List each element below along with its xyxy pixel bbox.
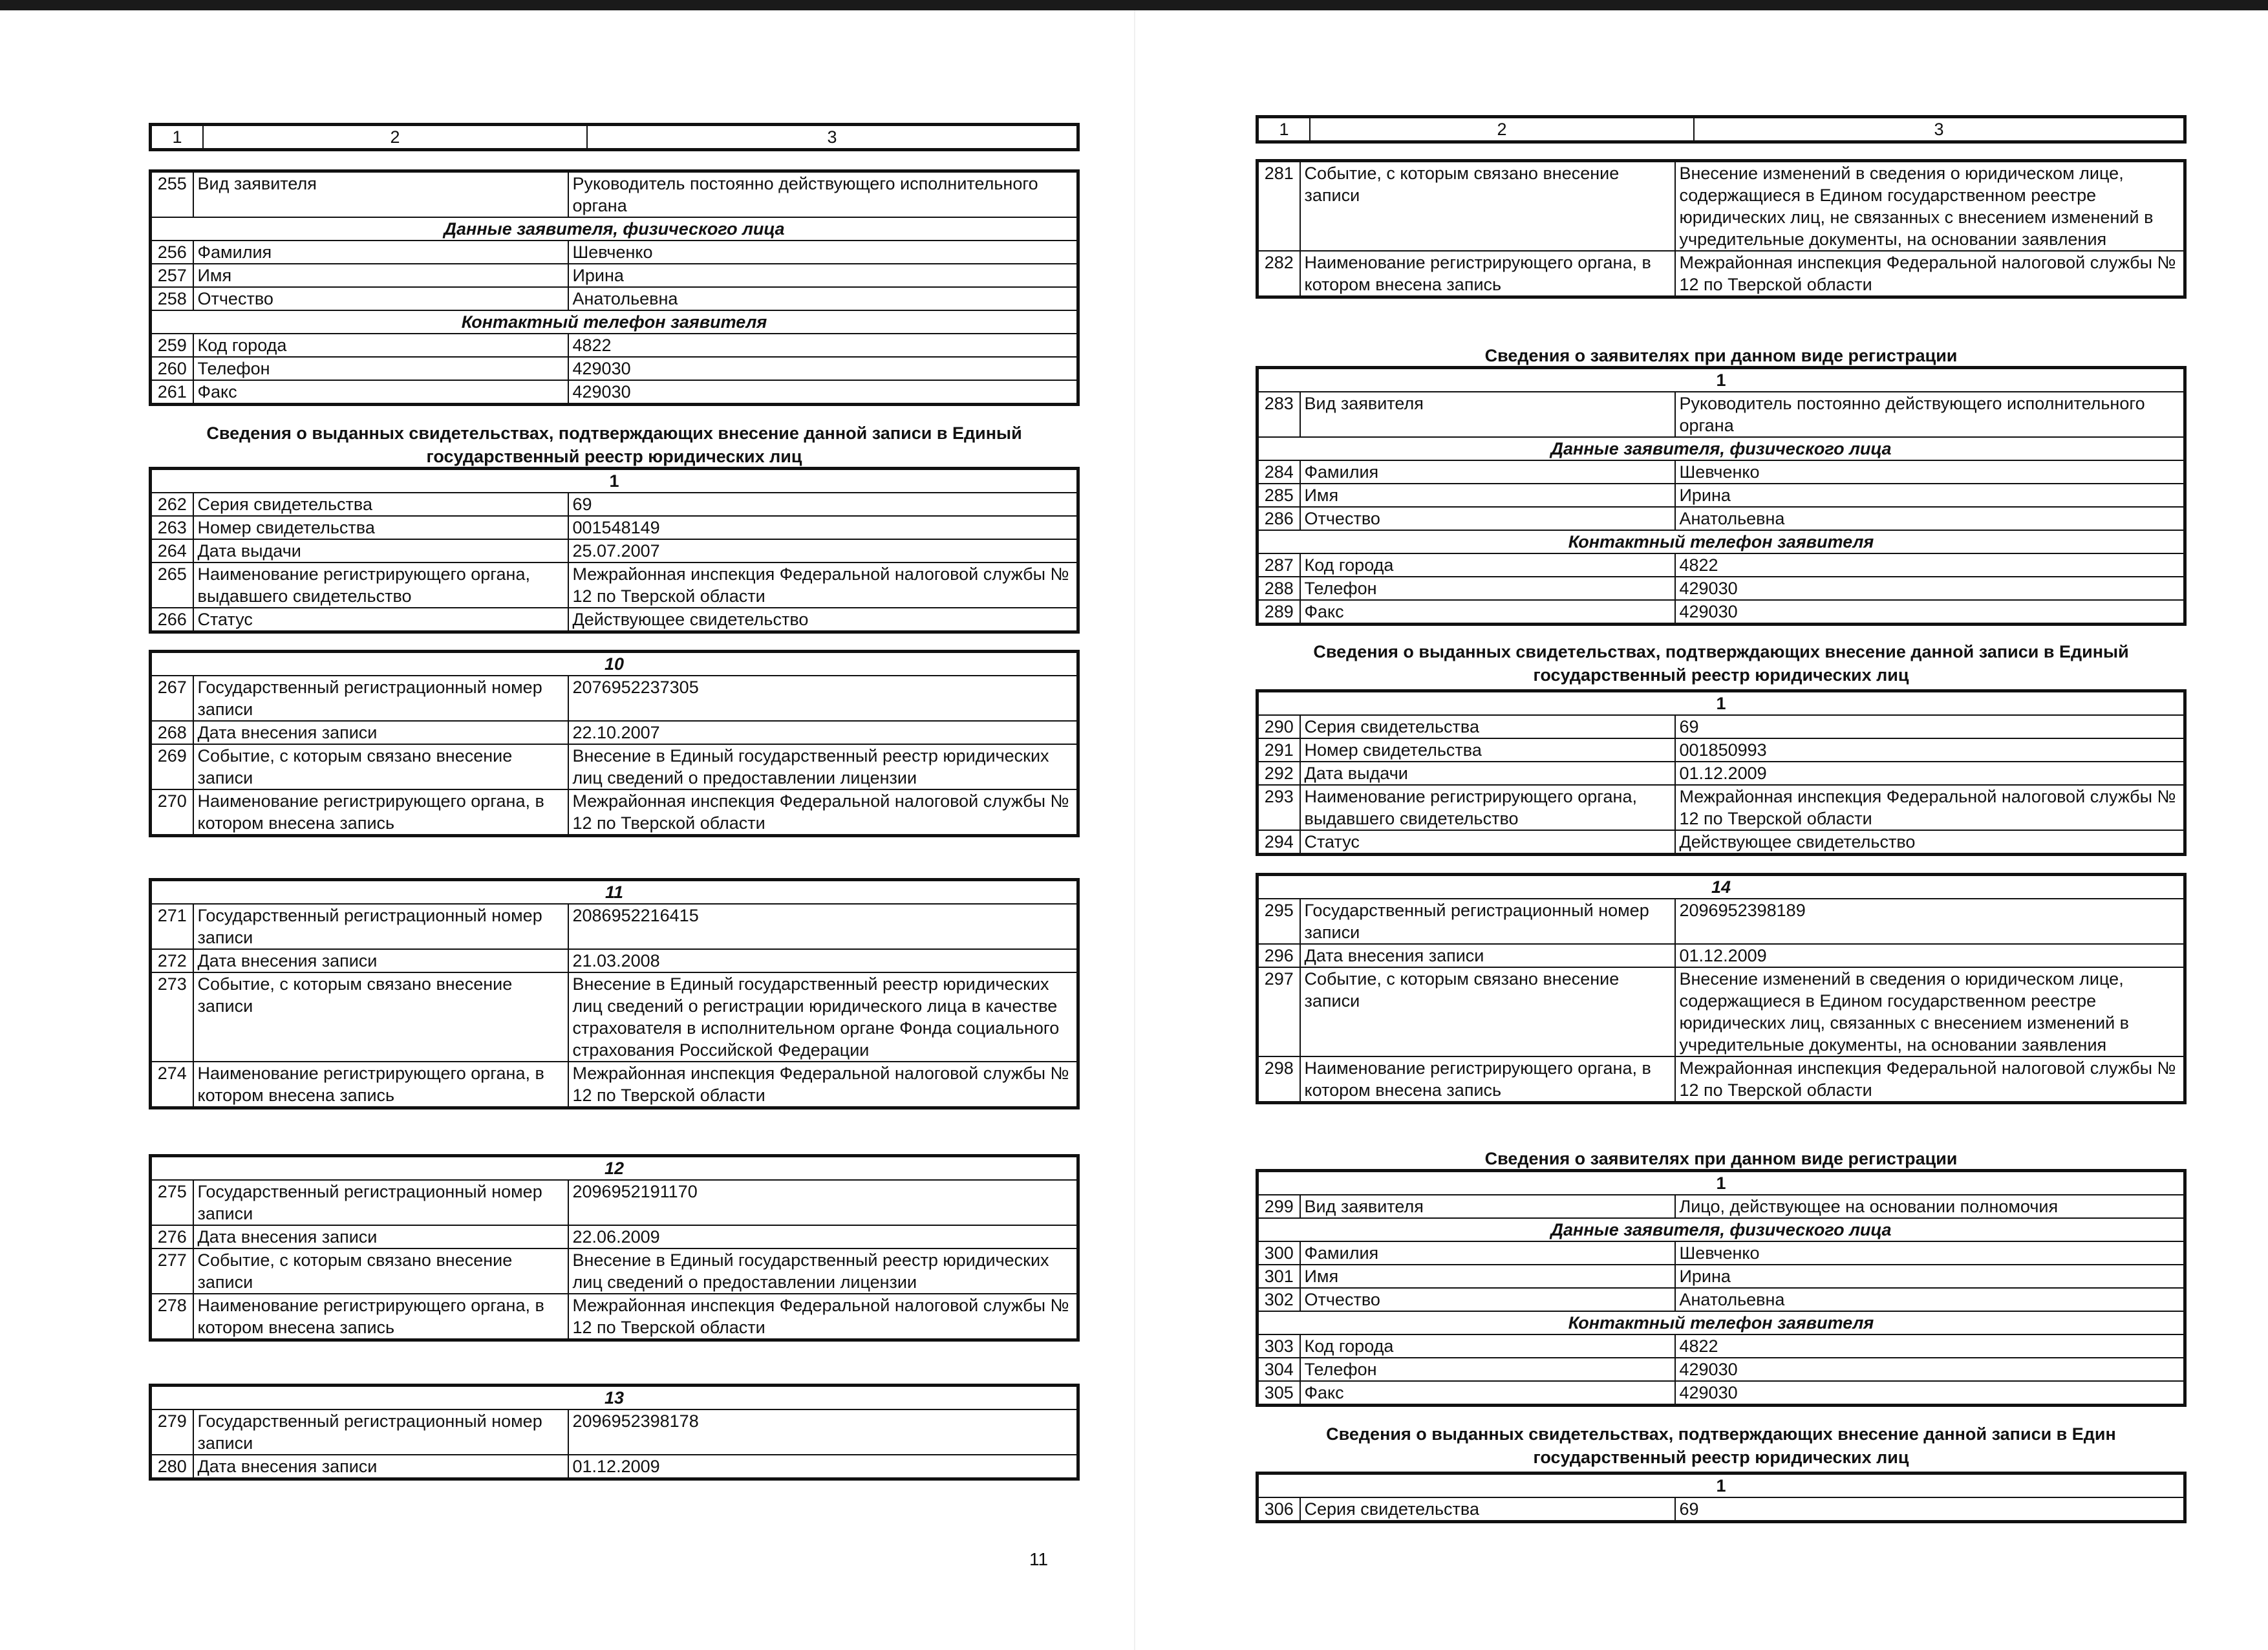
field-name: Фамилия [193,241,568,264]
row-number: 274 [151,1062,193,1108]
row-number: 288 [1257,577,1300,600]
field-name: Код города [1300,553,1675,577]
table-caption: 14 [1257,875,2185,899]
field-value: 429030 [1675,600,2185,625]
row-number: 302 [1257,1288,1300,1311]
row-number: 279 [151,1409,193,1455]
row-number: 257 [151,264,193,287]
table-caption: 1 [1257,368,2185,392]
row-number: 300 [1257,1241,1300,1265]
field-value: Межрайонная инспекция Федеральной налоговой службы № 12 по Тверской области [1675,785,2185,830]
field-value: Межрайонная инспекция Федеральной налоговой службы № 12 по Тверской области [1675,251,2185,297]
table-row [1257,392,2185,437]
row-number: 271 [151,904,193,949]
row-number: 280 [151,1455,193,1479]
col-header: 1 [151,125,204,150]
field-value: Внесение в Единый государственный реестр юридических лиц сведений о регистрации юридического лица в качестве страхователя в исполнительном органе Фонда социального страхования Российской Федерации [568,972,1078,1062]
field-name: Наименование регистрирующего органа, в котором внесена запись [193,1062,568,1108]
table-caption: 13 [151,1386,1078,1410]
record-table [1256,873,2187,1104]
table-row [151,217,1078,241]
table-row [1257,967,2185,1056]
table-row [1257,1288,2185,1311]
row-number: 297 [1257,967,1300,1056]
table-row [151,789,1078,836]
field-value: 22.10.2007 [568,721,1078,744]
row-number: 293 [1257,785,1300,830]
certificate-table [1256,1472,2187,1523]
book-spine [1134,10,1135,1650]
field-value: Анатольевна [1675,507,2185,530]
field-name: Государственный регистрационный номер записи [193,1180,568,1225]
table-row [151,1225,1078,1248]
field-value: 69 [1675,1497,2185,1522]
table-row [1257,600,2185,625]
row-number: 265 [151,562,193,608]
field-name: Отчество [193,287,568,310]
field-value: 429030 [1675,577,2185,600]
col-header: 3 [1694,117,2185,142]
field-name: Дата выдачи [193,539,568,562]
field-name: Вид заявителя [1300,1195,1675,1218]
field-value: Шевченко [1675,1241,2185,1265]
row-number: 261 [151,380,193,405]
table-row [1257,1056,2185,1103]
row-number: 259 [151,334,193,357]
row-number: 292 [1257,762,1300,785]
field-value: 001548149 [568,516,1078,539]
field-value: 21.03.2008 [568,949,1078,972]
column-header-table [149,123,1080,151]
field-value: Руководитель постоянно действующего исполнительного органа [568,171,1078,218]
field-value: Лицо, действующее на основании полномочия [1675,1195,2185,1218]
table-row [151,1062,1078,1108]
table-row [1257,830,2185,855]
row-number: 263 [151,516,193,539]
table-caption: 1 [151,469,1078,493]
row-number: 304 [1257,1358,1300,1381]
table-row [1257,944,2185,967]
row-number: 275 [151,1180,193,1225]
table-caption: 10 [151,652,1078,676]
row-number: 303 [1257,1334,1300,1358]
field-name: Наименование регистрирующего органа, выдавшего свидетельство [1300,785,1675,830]
table-row [151,676,1078,721]
row-number: 281 [1257,161,1300,252]
table-row [1257,553,2185,577]
field-value: 2096952191170 [568,1180,1078,1225]
field-value: 4822 [568,334,1078,357]
table-row [151,562,1078,608]
table-row [151,608,1078,632]
field-name: Номер свидетельства [1300,738,1675,762]
subsection-title: Данные заявителя, физического лица [1257,1218,2185,1241]
table-row [1257,251,2185,297]
field-value: Ирина [568,264,1078,287]
field-value: 01.12.2009 [1675,944,2185,967]
field-name: Отчество [1300,1288,1675,1311]
record-table [149,1154,1080,1342]
applicant-table [149,169,1080,406]
field-value: Межрайонная инспекция Федеральной налоговой службы № 12 по Тверской области [568,1062,1078,1108]
field-value: Межрайонная инспекция Федеральной налоговой службы № 12 по Тверской области [1675,1056,2185,1103]
field-name: Телефон [193,357,568,380]
table-row [151,539,1078,562]
table-caption: 1 [1257,1171,2185,1195]
table-row [151,516,1078,539]
table-row [1257,530,2185,553]
field-name: Наименование регистрирующего органа, в котором внесена запись [193,789,568,836]
record-table [1256,159,2187,299]
field-name: Государственный регистрационный номер записи [193,1409,568,1455]
field-value: 4822 [1675,1334,2185,1358]
field-name: Телефон [1300,1358,1675,1381]
field-name: Государственный регистрационный номер записи [193,676,568,721]
row-number: 284 [1257,460,1300,484]
page-number: 11 [1029,1549,1049,1569]
field-name: Отчество [1300,507,1675,530]
table-row [1257,437,2185,460]
field-value: Межрайонная инспекция Федеральной налоговой службы № 12 по Тверской области [568,789,1078,836]
table-row [1257,1334,2185,1358]
row-number: 295 [1257,899,1300,944]
field-name: Событие, с которым связано внесение записи [193,972,568,1062]
field-value: 22.06.2009 [568,1225,1078,1248]
column-header-table [1256,115,2187,144]
field-name: Наименование регистрирующего органа, в котором внесена запись [1300,1056,1675,1103]
row-number: 289 [1257,600,1300,625]
row-number: 277 [151,1248,193,1294]
table-row [151,904,1078,949]
field-value: 001850993 [1675,738,2185,762]
subsection-title: Данные заявителя, физического лица [1257,437,2185,460]
row-number: 298 [1257,1056,1300,1103]
field-name: Имя [1300,484,1675,507]
field-name: Статус [193,608,568,632]
field-name: Фамилия [1300,1241,1675,1265]
field-value: Межрайонная инспекция Федеральной налоговой службы № 12 по Тверской области [568,562,1078,608]
row-number: 268 [151,721,193,744]
field-name: Имя [1300,1265,1675,1288]
field-value: Действующее свидетельство [568,608,1078,632]
table-row [151,1248,1078,1294]
table-row [1257,785,2185,830]
row-number: 296 [1257,944,1300,967]
table-row [151,264,1078,287]
field-value: 429030 [1675,1381,2185,1406]
table-row [151,334,1078,357]
field-value: 429030 [568,357,1078,380]
field-value: Внесение изменений в сведения о юридическом лице, содержащиеся в Едином государственном реестре юридических лиц, связанных с внесением изменений в учредительные документы, на основании заявления [1675,967,2185,1056]
field-value: 2086952216415 [568,904,1078,949]
field-name: Дата выдачи [1300,762,1675,785]
section-heading: Сведения о выданных свидетельствах, подтверждающих внесение данной записи в Един государственный реестр юридических лиц [1326,1424,2116,1467]
field-name: Дата внесения записи [193,1225,568,1248]
field-name: Номер свидетельства [193,516,568,539]
col-header: 2 [203,125,587,150]
field-name: Событие, с которым связано внесение записи [193,744,568,789]
field-name: Код города [1300,1334,1675,1358]
subsection-title: Контактный телефон заявителя [1257,530,2185,553]
row-number: 294 [1257,830,1300,855]
row-number: 266 [151,608,193,632]
row-number: 301 [1257,1265,1300,1288]
field-name: Фамилия [1300,460,1675,484]
table-row [151,493,1078,516]
row-number: 255 [151,171,193,218]
row-number: 262 [151,493,193,516]
field-value: 01.12.2009 [1675,762,2185,785]
table-row [1257,1358,2185,1381]
table-row [151,949,1078,972]
field-value: Руководитель постоянно действующего исполнительного органа [1675,392,2185,437]
table-caption: 11 [151,880,1078,905]
field-value: Шевченко [568,241,1078,264]
field-value: Анатольевна [568,287,1078,310]
row-number: 283 [1257,392,1300,437]
table-row [1257,161,2185,252]
table-row [151,171,1078,218]
field-name: Государственный регистрационный номер записи [193,904,568,949]
record-table [149,878,1080,1109]
row-number: 270 [151,789,193,836]
field-value: 4822 [1675,553,2185,577]
row-number: 272 [151,949,193,972]
table-row [151,744,1078,789]
row-number: 278 [151,1294,193,1340]
subsection-title: Контактный телефон заявителя [1257,1311,2185,1334]
field-name: Событие, с которым связано внесение записи [1300,161,1675,252]
certificate-table [1256,689,2187,856]
applicant-table [1256,1169,2187,1407]
field-value: Анатольевна [1675,1288,2185,1311]
col-header: 1 [1257,117,1311,142]
field-value: 25.07.2007 [568,539,1078,562]
field-name: Событие, с которым связано внесение записи [1300,967,1675,1056]
table-row [151,287,1078,310]
table-row [1257,762,2185,785]
table-row [1257,1218,2185,1241]
row-number: 286 [1257,507,1300,530]
table-row [151,1455,1078,1479]
table-caption: 12 [151,1156,1078,1181]
field-value: Шевченко [1675,460,2185,484]
record-table [149,650,1080,837]
field-name: Серия свидетельства [1300,1497,1675,1522]
row-number: 260 [151,357,193,380]
field-name: Серия свидетельства [193,493,568,516]
row-number: 285 [1257,484,1300,507]
field-name: Факс [193,380,568,405]
section-heading: Сведения о выданных свидетельствах, подтверждающих внесение данной записи в Единый государственный реестр юридических лиц [1313,642,2129,685]
table-row [1257,1265,2185,1288]
row-number: 306 [1257,1497,1300,1522]
field-name: Наименование регистрирующего органа, в котором внесена запись [1300,251,1675,297]
table-row [1257,1195,2185,1218]
row-number: 258 [151,287,193,310]
table-row [1257,507,2185,530]
field-name: Серия свидетельства [1300,715,1675,738]
table-row [151,1180,1078,1225]
field-name: Телефон [1300,577,1675,600]
col-header: 3 [587,125,1078,150]
section-heading: Сведения о выданных свидетельствах, подтверждающих внесение данной записи в Единый государственный реестр юридических лиц [206,423,1022,466]
table-row [1257,1311,2185,1334]
subsection-title: Контактный телефон заявителя [151,310,1078,334]
field-name: Дата внесения записи [193,1455,568,1479]
row-number: 305 [1257,1381,1300,1406]
field-name: Факс [1300,600,1675,625]
subsection-title: Данные заявителя, физического лица [151,217,1078,241]
table-row [151,1294,1078,1340]
field-value: 2076952237305 [568,676,1078,721]
field-value: 429030 [568,380,1078,405]
field-value: Ирина [1675,484,2185,507]
row-number: 256 [151,241,193,264]
table-caption: 1 [1257,691,2185,716]
field-value: 01.12.2009 [568,1455,1078,1479]
table-row [151,380,1078,405]
field-name: Факс [1300,1381,1675,1406]
field-name: Статус [1300,830,1675,855]
field-value: 69 [1675,715,2185,738]
table-row [1257,1381,2185,1406]
field-value: 2096952398178 [568,1409,1078,1455]
table-row [1257,1241,2185,1265]
record-table [149,1384,1080,1481]
table-row [1257,577,2185,600]
applicant-table [1256,366,2187,626]
row-number: 264 [151,539,193,562]
section-heading: Сведения о заявителях при данном виде регистрации [1484,346,1958,365]
field-value: 69 [568,493,1078,516]
field-name: Дата внесения записи [1300,944,1675,967]
field-value: Ирина [1675,1265,2185,1288]
table-row [151,357,1078,380]
table-row [151,241,1078,264]
row-number: 276 [151,1225,193,1248]
table-row [1257,715,2185,738]
table-row [151,310,1078,334]
table-row [1257,899,2185,944]
field-value: 429030 [1675,1358,2185,1381]
table-row [1257,484,2185,507]
row-number: 290 [1257,715,1300,738]
certificate-table [149,467,1080,634]
row-number: 287 [1257,553,1300,577]
row-number: 273 [151,972,193,1062]
table-row [151,972,1078,1062]
field-value: Внесение в Единый государственный реестр юридических лиц сведений о предоставлении лицензии [568,744,1078,789]
section-heading: Сведения о заявителях при данном виде регистрации [1484,1149,1958,1168]
field-name: Имя [193,264,568,287]
row-number: 291 [1257,738,1300,762]
table-row [1257,738,2185,762]
field-name: Наименование регистрирующего органа, выдавшего свидетельство [193,562,568,608]
field-value: Действующее свидетельство [1675,830,2185,855]
row-number: 269 [151,744,193,789]
field-value: Внесение изменений в сведения о юридическом лице, содержащиеся в Едином государственном реестре юридических лиц, не связанных с внесением изменений в учредительные документы, на основании заявления [1675,161,2185,252]
table-row [151,721,1078,744]
field-name: Наименование регистрирующего органа, в котором внесена запись [193,1294,568,1340]
field-value: 2096952398189 [1675,899,2185,944]
field-value: Межрайонная инспекция Федеральной налоговой службы № 12 по Тверской области [568,1294,1078,1340]
field-name: Код города [193,334,568,357]
scan-top-edge [0,0,2268,10]
row-number: 299 [1257,1195,1300,1218]
col-header: 2 [1310,117,1694,142]
field-name: Дата внесения записи [193,949,568,972]
table-row [1257,460,2185,484]
table-row [151,1409,1078,1455]
table-row [1257,1497,2185,1522]
field-name: Вид заявителя [1300,392,1675,437]
field-name: Государственный регистрационный номер записи [1300,899,1675,944]
row-number: 267 [151,676,193,721]
field-name: Вид заявителя [193,171,568,218]
field-value: Внесение в Единый государственный реестр юридических лиц сведений о предоставлении лицензии [568,1248,1078,1294]
field-name: Событие, с которым связано внесение записи [193,1248,568,1294]
table-caption: 1 [1257,1473,2185,1498]
row-number: 282 [1257,251,1300,297]
field-name: Дата внесения записи [193,721,568,744]
